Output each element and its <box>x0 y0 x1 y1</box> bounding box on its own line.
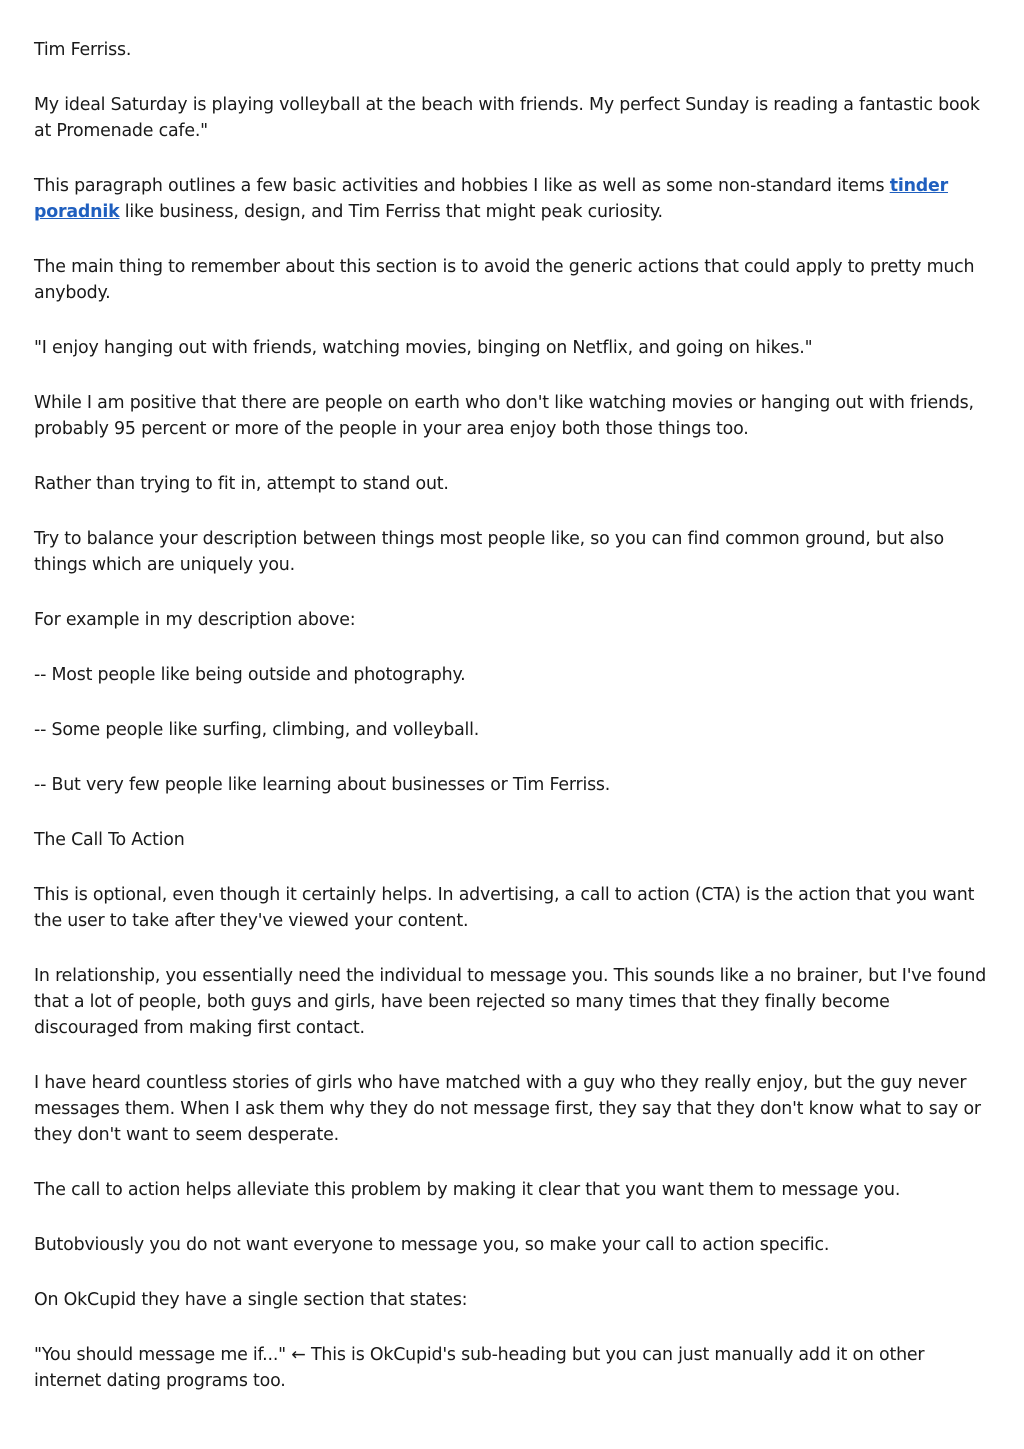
paragraph: Rather than trying to fit in, attempt to stand out. <box>34 474 449 494</box>
paragraph: While I am positive that there are people on earth who don't like watching movies or hanging out with friends, probably 95 percent or more of the people in your area enjoy both those things too. <box>34 393 974 439</box>
paragraph-text: like business, design, and Tim Ferriss that might peak curiosity. <box>119 202 663 222</box>
list-item: -- But very few people like learning about businesses or Tim Ferriss. <box>34 775 611 795</box>
paragraph: Try to balance your description between things most people like, so you can find common ground, but also things which are uniquely you. <box>34 529 944 575</box>
list-item: -- Some people like surfing, climbing, and volleyball. <box>34 720 480 740</box>
paragraph: My ideal Saturday is playing volleyball at the beach with friends. My perfect Sunday is reading a fantastic book at Promenade cafe." <box>34 95 980 141</box>
paragraph: Tim Ferriss. <box>34 40 132 60</box>
paragraph: On OkCupid they have a single section that states: <box>34 1290 468 1310</box>
paragraph: Butobviously you do not want everyone to message you, so make your call to action specific. <box>34 1235 830 1255</box>
paragraph: This is optional, even though it certainly helps. In advertising, a call to action (CTA) is the action that you want the user to take after they've viewed your content. <box>34 885 975 931</box>
paragraph: In relationship, you essentially need the individual to message you. This sounds like a no brainer, but I've found that a lot of people, both guys and girls, have been rejected so many times that they finally become discouraged from making first contact. <box>34 966 987 1038</box>
paragraph: The call to action helps alleviate this problem by making it clear that you want them to message you. <box>34 1180 901 1200</box>
paragraph: For example in my description above: <box>34 610 356 630</box>
tinder-poradnik-link[interactable]: tinder poradnik <box>34 176 948 222</box>
quote-paragraph: "I enjoy hanging out with friends, watching movies, binging on Netflix, and going on hikes." <box>34 338 813 358</box>
paragraph: The main thing to remember about this section is to avoid the generic actions that could apply to pretty much anybody. <box>34 257 975 303</box>
paragraph: I have heard countless stories of girls who have matched with a guy who they really enjoy, but the guy never messages them. When I ask them why they do not message first, they say that they don't know what to say or they don't want to seem desperate. <box>34 1073 981 1145</box>
paragraph <box>34 173 994 225</box>
document-body <box>34 37 994 1423</box>
list-item: -- Most people like being outside and photography. <box>34 665 466 685</box>
paragraph: "You should message me if..." ← This is OkCupid's sub-heading but you can just manually add it on other internet dating programs too. <box>34 1345 925 1391</box>
paragraph-text: This paragraph outlines a few basic activities and hobbies I like as well as some non-standard items <box>34 176 890 196</box>
section-heading: The Call To Action <box>34 830 185 850</box>
